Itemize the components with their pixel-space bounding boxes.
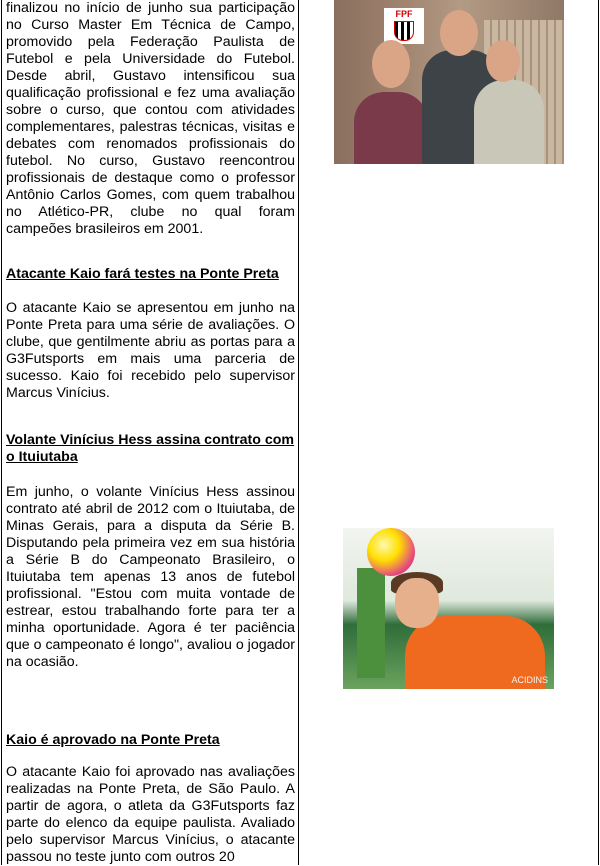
fpf-logo: FPF (384, 8, 424, 44)
article4-headline: Kaio é aprovado na Ponte Preta (6, 732, 220, 748)
table-border-middle (298, 0, 299, 865)
table-border-left (1, 0, 2, 865)
article3-headline: Volante Vinícius Hess assina contrato com o Ituiutaba (6, 432, 295, 465)
article2-body: O atacante Kaio se apresentou em junho na Ponte Preta para uma série de avaliações. O clube, que gentilmente abriu as portas para a G3Futsports em mais uma parceria de sucesso. Kaio foi recebido pelo supervisor Marcus Vinícius. (6, 300, 295, 401)
article4-body: O atacante Kaio foi aprovado nas avaliações realizadas na Ponte Preta, de São Paulo. A partir de agora, o atleta da G3Futsports faz parte do elenco da equipe paulista. Avaliado pelo supervisor Marcus Vinícius, o atacante passou no teste junto com outros 20 (6, 764, 295, 865)
photo-watermark: ACIDINS (511, 675, 548, 685)
article3-body: Em junho, o volante Vinícius Hess assinou contrato até abril de 2012 com o Ituiutaba, de Minas Gerais, para a disputa da Série B. Disputando pela primeira vez em sua história a Série B do Campeonato Brasileiro, o Ituiutaba tem apenas 13 anos de futebol profissional. "Estou com muita vontade de estrear, estou trabalhando forte para ter a minha oportunidade. Agora é ter paciência que o campeonato é longo", avaliou o jogador na ocasião. (6, 484, 296, 670)
table-border-right (598, 0, 599, 865)
article2-headline: Atacante Kaio fará testes na Ponte Preta (6, 266, 279, 282)
ball-icon (367, 528, 415, 576)
player-heading-ball-photo (343, 528, 554, 689)
three-men-photo (334, 0, 564, 164)
article1-body: finalizou no início de junho sua participação no Curso Master Em Técnica de Campo, promovido pela Federação Paulista de Futebol e pela Universidade do Futebol. Desde abril, Gustavo intensificou sua qualificação profissional e fez uma avaliação sobre o curso, que contou com atividades complementares, palestras técnicas, visitas e debates com renomados profissionais do futebol. No curso, Gustavo reencontrou profissionais de destaque como o professor Antônio Carlos Gomes, com quem trabalhou no Atlético-PR, clube no qual foram campeões brasileiros em 2001. (6, 0, 295, 237)
